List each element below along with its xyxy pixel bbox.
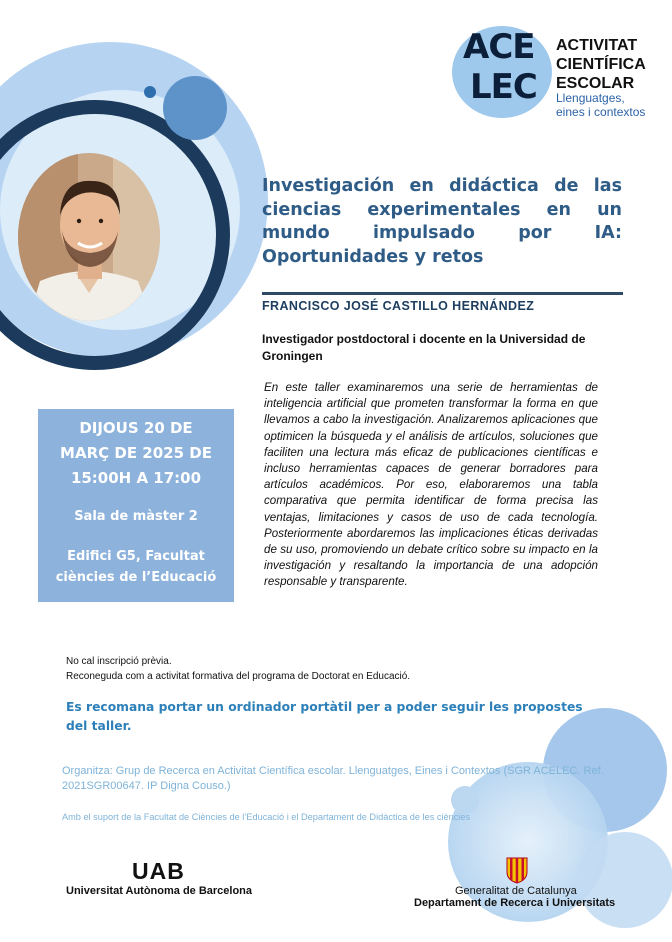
logo-title	[556, 36, 646, 93]
event-building-line-2: ciències de l’Educació	[55, 570, 217, 585]
logo-sub-2: eines i contextos	[556, 105, 646, 119]
uab-name: Universitat Autònoma de Barcelona	[66, 885, 253, 897]
event-building	[38, 546, 234, 588]
logo-ace: ACE	[463, 27, 535, 67]
speaker-portrait-icon	[18, 153, 160, 321]
event-building-line-1: Edifici G5, Facultat	[67, 549, 205, 564]
generalitat-logo-icon	[505, 856, 529, 884]
deco-dot-top	[163, 76, 227, 140]
deco-circle-bottom-3	[577, 832, 672, 928]
event-room: Sala de màster 2	[74, 509, 198, 524]
logo-line-1: ACTIVITAT	[556, 37, 638, 54]
notes-line-1: No cal inscripció prèvia.	[66, 656, 172, 667]
logo-lec: LEC	[470, 67, 537, 107]
title-divider	[262, 292, 623, 295]
deco-dot-small	[144, 86, 156, 98]
speaker-name: FRANCISCO JOSÉ CASTILLO HERNÁNDEZ	[262, 299, 535, 313]
logo-subtitle	[556, 91, 645, 119]
event-date	[38, 416, 234, 491]
organizer-text: Organitza: Grup de Recerca en Activitat Científica escolar. Llenguatges, Eines i Contextos (SGR ACELEC. Ref. 2021SGR00647. IP Digna Couso.)	[62, 765, 604, 792]
logo-sub-1: Llenguatges,	[556, 91, 625, 105]
uab-logo: UAB	[132, 858, 185, 884]
registration-notes	[66, 654, 410, 684]
generalitat-name: Generalitat de Catalunya	[455, 885, 577, 897]
abstract-text: En este taller examinaremos una serie de herramientas de inteligencia artificial que prometen transformar la forma en que llevamos a cabo la investigación. Analizaremos aplicaciones que optimicen la búsqueda y el análisis de artículos, soluciones que faciliten una lectura más eficaz de publicaciones científicas e incluso herramientas capaces de generar borradores para artículos académicos. Por eso, elaboraremos una tabla comparativa que permita identificar de forma precisa las ventajas, limitaciones y casos de uso de cada tecnología. Posteriormente abordaremos las implicaciones éticas derivadas de su uso, promoviendo un debate crítico sobre su impacto en la investigación y resaltando la importancia de una adopción responsable y transparente.	[264, 381, 598, 589]
event-date-line-2: MARÇ DE 2025 DE	[60, 444, 212, 462]
talk-title: Investigación en didáctica de las ciencias experimentales en un mundo impulsado por IA: Oportunidades y retos	[262, 176, 622, 267]
laptop-recommendation: Es recomana portar un ordinador portàtil per a poder seguir les propostes del taller.	[66, 700, 583, 733]
speaker-affiliation: Investigador postdoctoral i docente en la Universidad de Groningen	[262, 332, 586, 363]
speaker-photo	[18, 153, 160, 321]
logo-line-2: CIENTÍFICA	[556, 56, 646, 73]
event-date-line-1: DIJOUS 20 DE	[79, 419, 193, 437]
logo-line-3: ESCOLAR	[556, 75, 635, 92]
support-text: Amb el suport de la Facultat de Ciències de l’Educació i el Departament de Didàctica de les ciències	[62, 812, 471, 822]
notes-line-2: Reconeguda com a activitat formativa del programa de Doctorat en Educació.	[66, 671, 411, 682]
department-name: Departament de Recerca i Universitats	[414, 897, 616, 909]
event-date-line-3: 15:00H A 17:00	[70, 469, 202, 487]
generalitat-shield-icon	[505, 856, 529, 884]
